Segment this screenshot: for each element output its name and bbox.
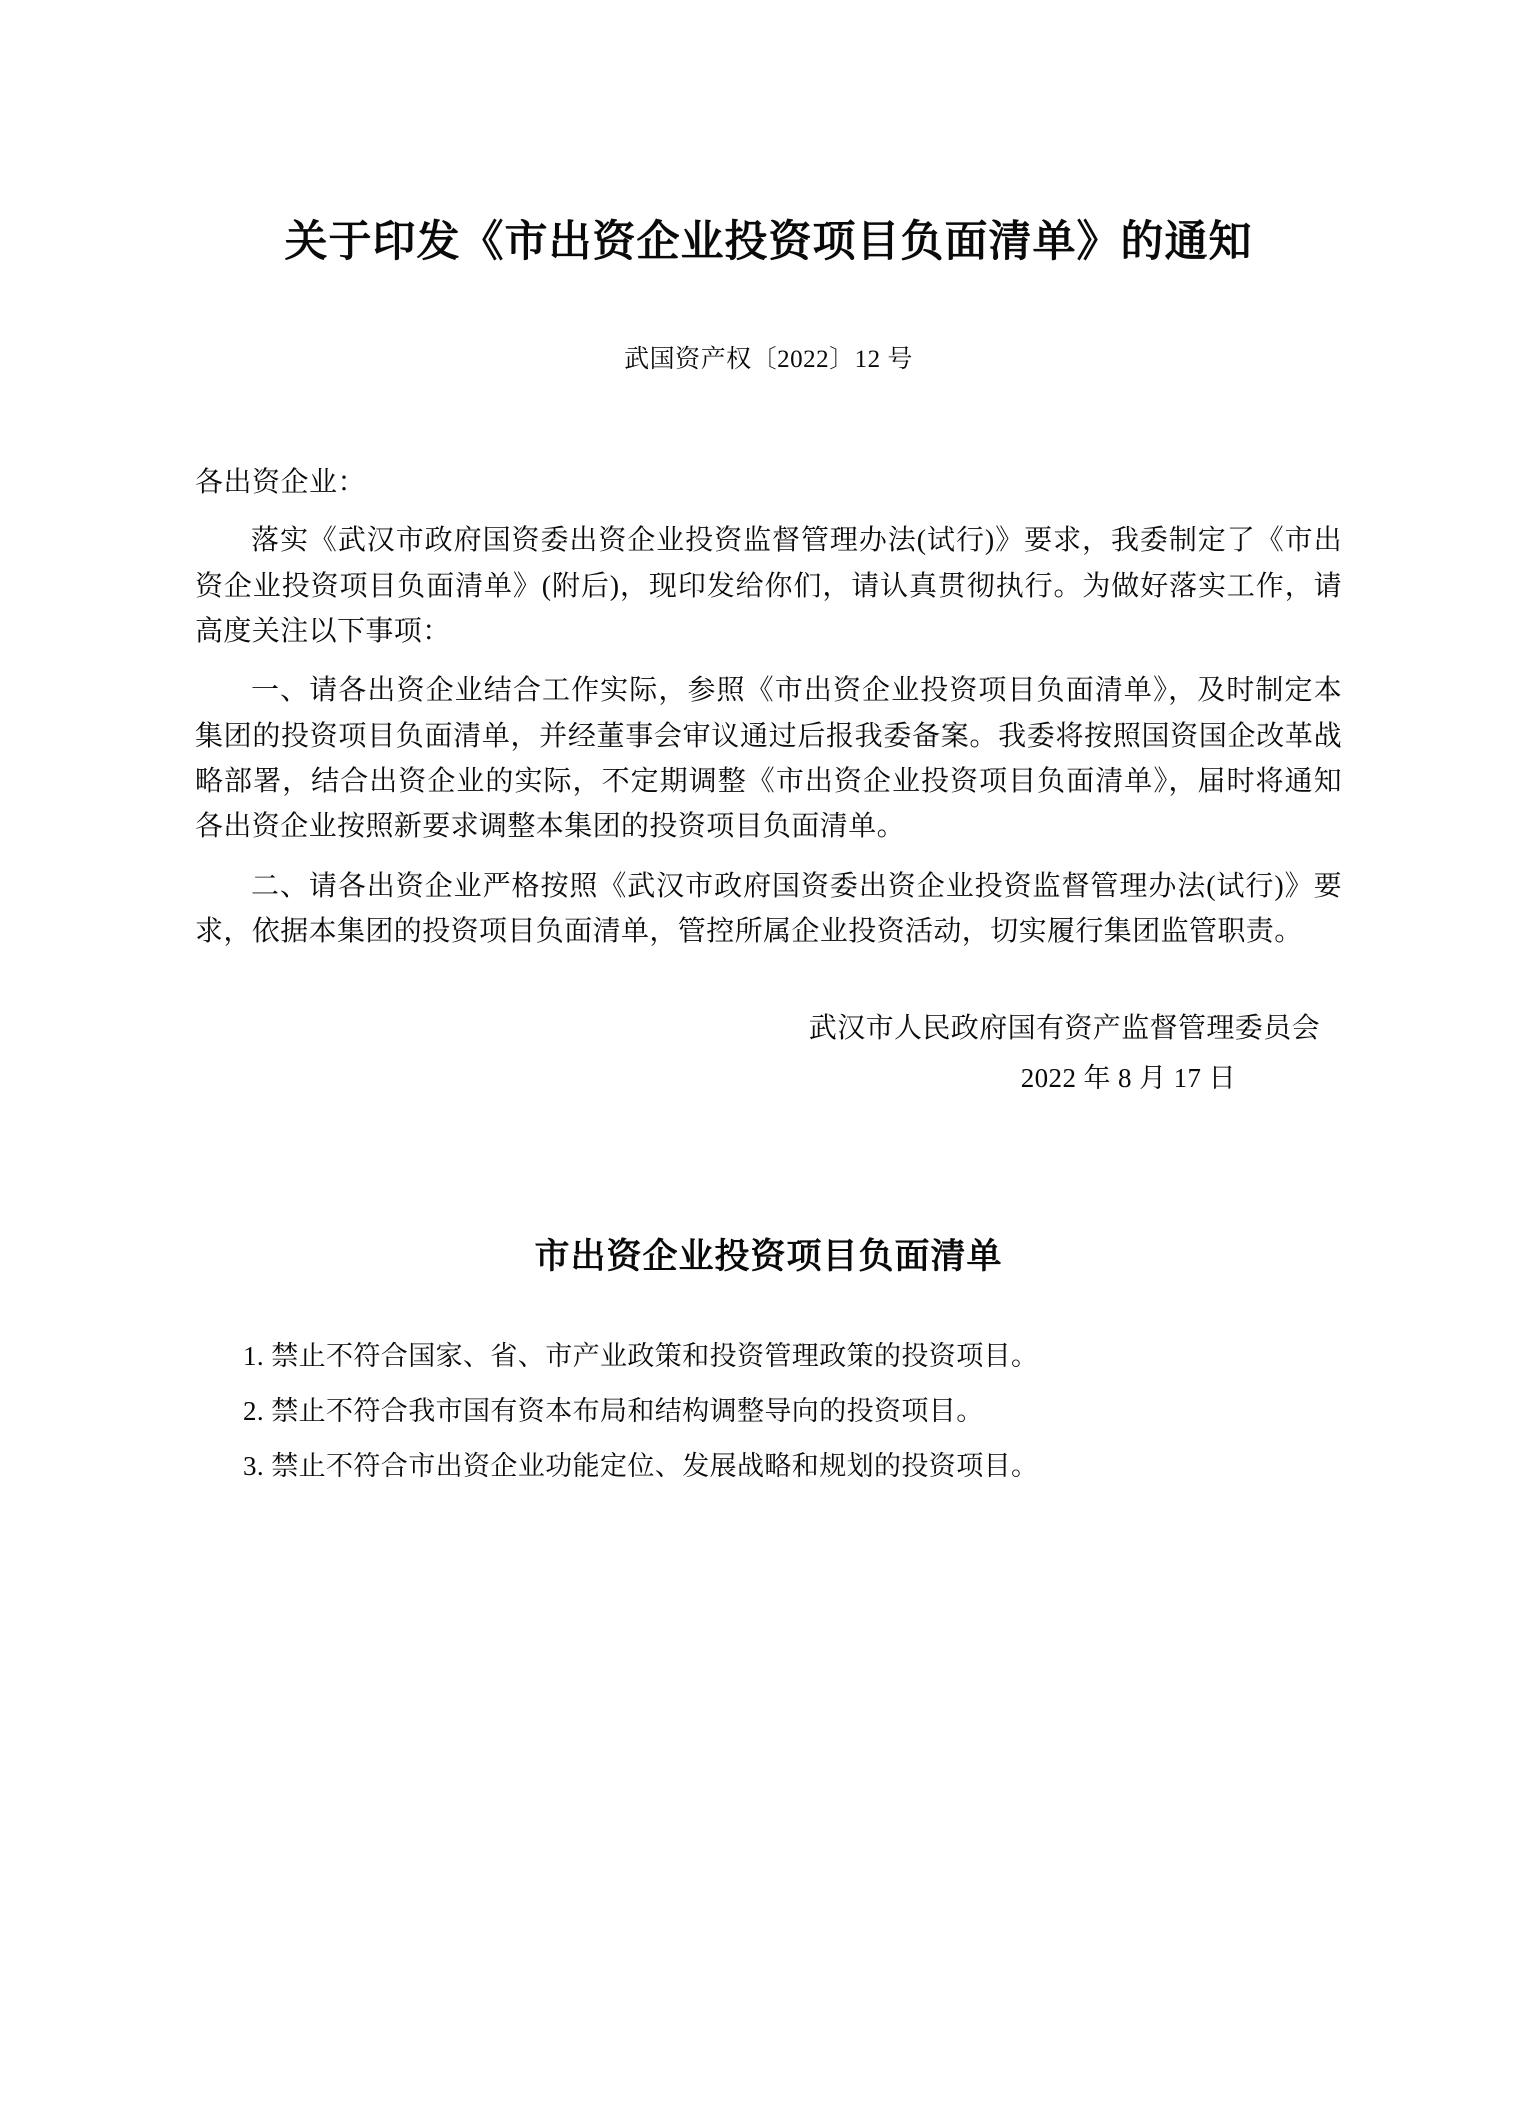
signature-date: 2022 年 8 月 17 日 (1020, 1063, 1236, 1094)
salutation: 各出资企业： (195, 466, 367, 498)
appendix-list (195, 1279, 1342, 1489)
body-paragraph-3: 二、请各出资企业严格按照《武汉市政府国资委出资企业投资监督管理办法(试行)》要求，依据本集团的投资项目负面清单，管控所属企业投资活动，切实履行集团监管职责。 (195, 870, 1342, 948)
appendix-title: 市出资企业投资项目负面清单 (534, 1236, 1003, 1276)
page-title: 关于印发《市出资企业投资项目负面清单》的通知 (284, 219, 1253, 266)
body-paragraph-2: 一、请各出资企业结合工作实际，参照《市出资企业投资项目负面清单》，及时制定本集团的投资项目负面清单，并经董事会审议通过后报我委备案。我委将按照国资国企改革战略部署，结合出资企业的实际，不定期调整《市出资企业投资项目负面清单》，届时将通知各出资企业按照新要求调整本集团的投资项目负面清单。 (195, 675, 1342, 843)
list-item: 1. 禁止不符合国家、省、市产业政策和投资管理政策的投资项目。 (243, 1340, 1039, 1371)
document-number: 武国资产权〔2022〕12 号 (624, 345, 913, 373)
signature-block (195, 955, 1342, 1101)
signature-organization: 武汉市人民政府国有资产监督管理委员会 (808, 1012, 1320, 1044)
list-item: 2. 禁止不符合我市国有资本布局和结构调整导向的投资项目。 (243, 1395, 984, 1426)
list-item: 3. 禁止不符合市出资企业功能定位、发展战略和规划的投资项目。 (243, 1450, 1039, 1481)
body-paragraph-1: 落实《武汉市政府国资委出资企业投资监督管理办法(试行)》要求，我委制定了《市出资企业投资项目负面清单》(附后)，现印发给你们，请认真贯彻执行。为做好落实工作，请高度关注以下事项： (195, 525, 1342, 647)
